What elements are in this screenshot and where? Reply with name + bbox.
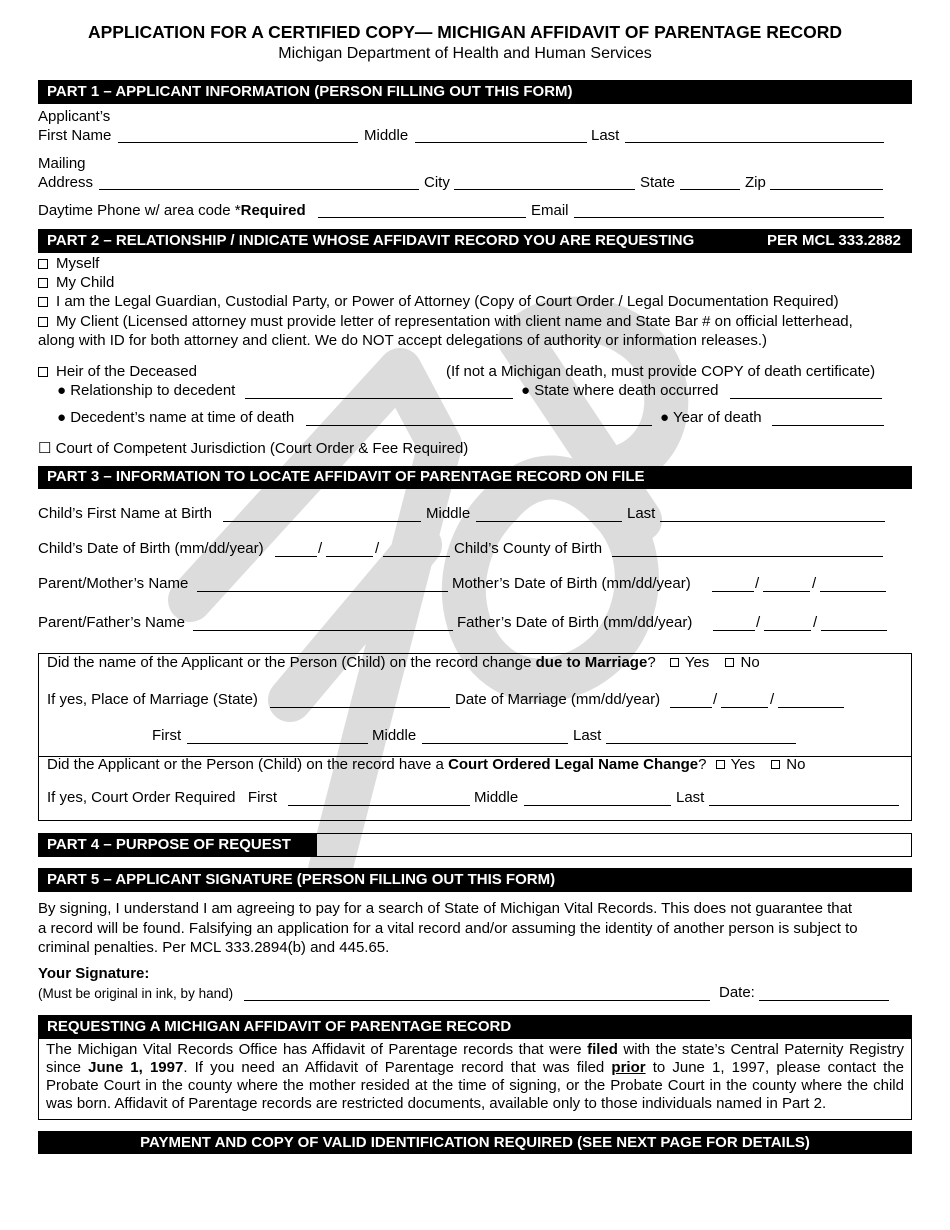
last-label: Last — [591, 127, 620, 144]
signature-statement: By signing, I understand I am agreeing to pay for a search of State of Michigan Vital Records. This does not guarantee that a record will be found. Falsifying an application for a vital record and/or assuming the identity of another person is subject to criminal penalties. Per MCL 333.2894(b) and 445.65. — [38, 900, 858, 956]
child-county-field[interactable] — [612, 556, 883, 557]
date-slash: / — [756, 614, 761, 631]
mother-name-field[interactable] — [197, 591, 448, 592]
court-last-name-field[interactable] — [709, 805, 899, 806]
marriage-last-name-field[interactable] — [606, 743, 796, 744]
part4-heading: PART 4 – PURPOSE OF REQUEST — [38, 833, 317, 857]
heir-note: (If not a Michigan death, must provide COPY of death certificate) — [446, 363, 876, 380]
state-death-field[interactable] — [730, 398, 882, 399]
applicants-label: Applicant’s — [38, 108, 111, 125]
marriage-first-label: First — [152, 727, 182, 744]
court-middle-label: Middle — [474, 789, 519, 806]
court-last-label: Last — [676, 789, 705, 806]
part2-heading: PART 2 – RELATIONSHIP / INDICATE WHOSE AFFIDAVIT RECORD YOU ARE REQUESTING PER MCL 333.2882 — [38, 229, 912, 253]
my-client-checkbox[interactable] — [38, 317, 48, 327]
child-first-name-label: Child’s First Name at Birth — [38, 505, 212, 522]
zip-field[interactable] — [770, 189, 883, 190]
part1-heading: PART 1 – APPLICANT INFORMATION (PERSON FILLING OUT THIS FORM) — [38, 80, 912, 104]
decedent-name-field[interactable] — [306, 425, 652, 426]
daytime-phone-label: Daytime Phone w/ area code *Required — [38, 202, 306, 219]
option-my-client[interactable]: My Client (Licensed attorney must provide letter of representation with client name and State Bar # on official letterhead, — [38, 313, 853, 331]
applicant-first-name-field[interactable] — [118, 142, 358, 143]
year-death-label: ● Year of death — [660, 409, 762, 426]
option-myself[interactable]: Myself — [38, 255, 99, 273]
part5-heading: PART 5 – APPLICANT SIGNATURE (PERSON FILLING OUT THIS FORM) — [38, 868, 912, 892]
father-dob-year-field[interactable] — [821, 630, 887, 631]
date-slash: / — [375, 540, 380, 557]
requesting-line-3: Probate Court in the county where the mother resided at the time of signing, or the Probate Court in the county where the child — [46, 1077, 904, 1094]
marriage-last-label: Last — [573, 727, 602, 744]
part3-rule — [38, 488, 912, 489]
mother-dob-year-field[interactable] — [820, 591, 886, 592]
date-slash: / — [770, 691, 775, 708]
state-field[interactable] — [680, 189, 740, 190]
mailing-label: Mailing — [38, 155, 86, 172]
child-middle-label: Middle — [426, 505, 471, 522]
part3-heading: PART 3 – INFORMATION TO LOCATE AFFIDAVIT OF PARENTAGE RECORD ON FILE — [38, 466, 912, 488]
your-signature-label: Your Signature: — [38, 965, 150, 982]
marriage-first-name-field[interactable] — [187, 743, 368, 744]
date-slash: / — [755, 575, 760, 592]
date-marriage-day-field[interactable] — [721, 707, 768, 708]
address-label: Address — [38, 174, 94, 191]
state-death-label: ● State where death occurred — [521, 382, 719, 399]
form-title: APPLICATION FOR A CERTIFIED COPY— MICHIGAN AFFIDAVIT OF PARENTAGE RECORD — [87, 22, 843, 42]
zip-label: Zip — [745, 174, 766, 191]
court-change-yes-label: Yes — [730, 756, 756, 773]
mother-dob-day-field[interactable] — [763, 591, 810, 592]
court-change-yes-checkbox[interactable] — [716, 760, 725, 769]
my-child-checkbox[interactable] — [38, 278, 48, 288]
requesting-line-4: was born. Affidavit of Parentage records are restricted documents, available only to those individuals named in Part 2. — [46, 1095, 827, 1112]
required-label: Required — [240, 202, 306, 219]
child-last-name-field[interactable] — [660, 521, 885, 522]
relationship-label: ● Relationship to decedent — [57, 382, 236, 399]
requesting-heading: REQUESTING A MICHIGAN AFFIDAVIT OF PARENTAGE RECORD — [38, 1015, 912, 1039]
father-dob-day-field[interactable] — [764, 630, 811, 631]
signature-field[interactable] — [244, 1000, 710, 1001]
child-last-label: Last — [627, 505, 656, 522]
court-order-first-label: If yes, Court Order Required First — [47, 789, 278, 806]
option-guardian[interactable]: I am the Legal Guardian, Custodial Party, or Power of Attorney (Copy of Court Order / Legal Documentation Required) — [38, 293, 839, 311]
court-change-no-checkbox[interactable] — [771, 760, 780, 769]
option-heir[interactable]: Heir of the Deceased — [38, 363, 197, 381]
email-label: Email — [531, 202, 569, 219]
child-first-name-field[interactable] — [223, 521, 421, 522]
middle-label: Middle — [364, 127, 409, 144]
relationship-field[interactable] — [245, 398, 513, 399]
year-death-field[interactable] — [772, 425, 884, 426]
marriage-yes-label: Yes — [684, 654, 710, 671]
marriage-yes-checkbox[interactable] — [670, 658, 679, 667]
date-slash: / — [318, 540, 323, 557]
father-name-label: Parent/Father’s Name — [38, 614, 186, 631]
daytime-phone-field[interactable] — [318, 217, 526, 218]
date-marriage-label: Date of Marriage (mm/dd/year) — [455, 691, 661, 708]
requesting-line-1: The Michigan Vital Records Office has Affidavit of Parentage records that were filed with the state’s Central Paternity Registry — [46, 1041, 904, 1058]
date-slash: / — [713, 691, 718, 708]
child-middle-name-field[interactable] — [476, 521, 622, 522]
marriage-no-checkbox[interactable] — [725, 658, 734, 667]
date-slash: / — [813, 614, 818, 631]
child-county-label: Child’s County of Birth — [454, 540, 603, 557]
date-slash: / — [812, 575, 817, 592]
requesting-line-2: since June 1, 1997. If you need an Affidavit of Parentage record that was filed prior to June 1, 1997, please contact the — [46, 1059, 905, 1076]
mailing-address-field[interactable] — [99, 189, 419, 190]
signature-date-field[interactable] — [759, 1000, 889, 1001]
marriage-question: Did the name of the Applicant or the Person (Child) on the record change due to Marriage? Yes No — [47, 654, 760, 671]
city-label: City — [424, 174, 450, 191]
applicant-middle-name-field[interactable] — [415, 142, 587, 143]
state-label: State — [640, 174, 676, 191]
court-change-no-label: No — [786, 756, 806, 773]
father-name-field[interactable] — [193, 630, 453, 631]
father-dob-label: Father’s Date of Birth (mm/dd/year) — [457, 614, 693, 631]
original-ink-note: (Must be original in ink, by hand) — [38, 986, 234, 1001]
date-marriage-month-field[interactable] — [670, 707, 712, 708]
court-name-change-question: Did the Applicant or the Person (Child) on the record have a Court Ordered Legal Name Change? Yes No — [47, 756, 806, 773]
mcl-reference: PER MCL 333.2882 — [767, 232, 901, 249]
option-court-jurisdiction[interactable]: ☐ Court of Competent Jurisdiction (Court Order & Fee Required) — [38, 440, 469, 457]
child-dob-label: Child’s Date of Birth (mm/dd/year) — [38, 540, 264, 557]
mother-dob-label: Mother’s Date of Birth (mm/dd/year) — [452, 575, 691, 592]
marriage-no-label: No — [740, 654, 760, 671]
signature-date-label: Date: — [719, 984, 755, 1001]
date-marriage-year-field[interactable] — [778, 707, 844, 708]
court-middle-name-field[interactable] — [524, 805, 671, 806]
option-my-child[interactable]: My Child — [38, 274, 114, 292]
city-field[interactable] — [454, 189, 635, 190]
court-first-name-field[interactable] — [288, 805, 470, 806]
decedent-name-label: ● Decedent’s name at time of death — [57, 409, 295, 426]
place-marriage-label: If yes, Place of Marriage (State) — [47, 691, 258, 708]
first-name-label: First Name — [38, 127, 112, 144]
guardian-checkbox[interactable] — [38, 297, 48, 307]
myself-checkbox[interactable] — [38, 259, 48, 269]
child-dob-month-field[interactable] — [275, 556, 317, 557]
email-field[interactable] — [574, 217, 884, 218]
marriage-middle-name-field[interactable] — [422, 743, 568, 744]
mother-dob-month-field[interactable] — [712, 591, 754, 592]
marriage-middle-label: Middle — [372, 727, 417, 744]
child-dob-day-field[interactable] — [326, 556, 373, 557]
payment-notice: PAYMENT AND COPY OF VALID IDENTIFICATION REQUIRED (SEE NEXT PAGE FOR DETAILS) — [38, 1131, 912, 1154]
heir-checkbox[interactable] — [38, 367, 48, 377]
my-client-note: along with ID for both attorney and client. We do NOT accept delegations of authority or information releases.) — [38, 332, 768, 349]
form-subtitle: Michigan Department of Health and Human Services — [278, 45, 652, 62]
place-marriage-field[interactable] — [270, 707, 450, 708]
father-dob-month-field[interactable] — [713, 630, 755, 631]
child-dob-year-field[interactable] — [383, 556, 450, 557]
mother-name-label: Parent/Mother’s Name — [38, 575, 189, 592]
applicant-last-name-field[interactable] — [625, 142, 884, 143]
